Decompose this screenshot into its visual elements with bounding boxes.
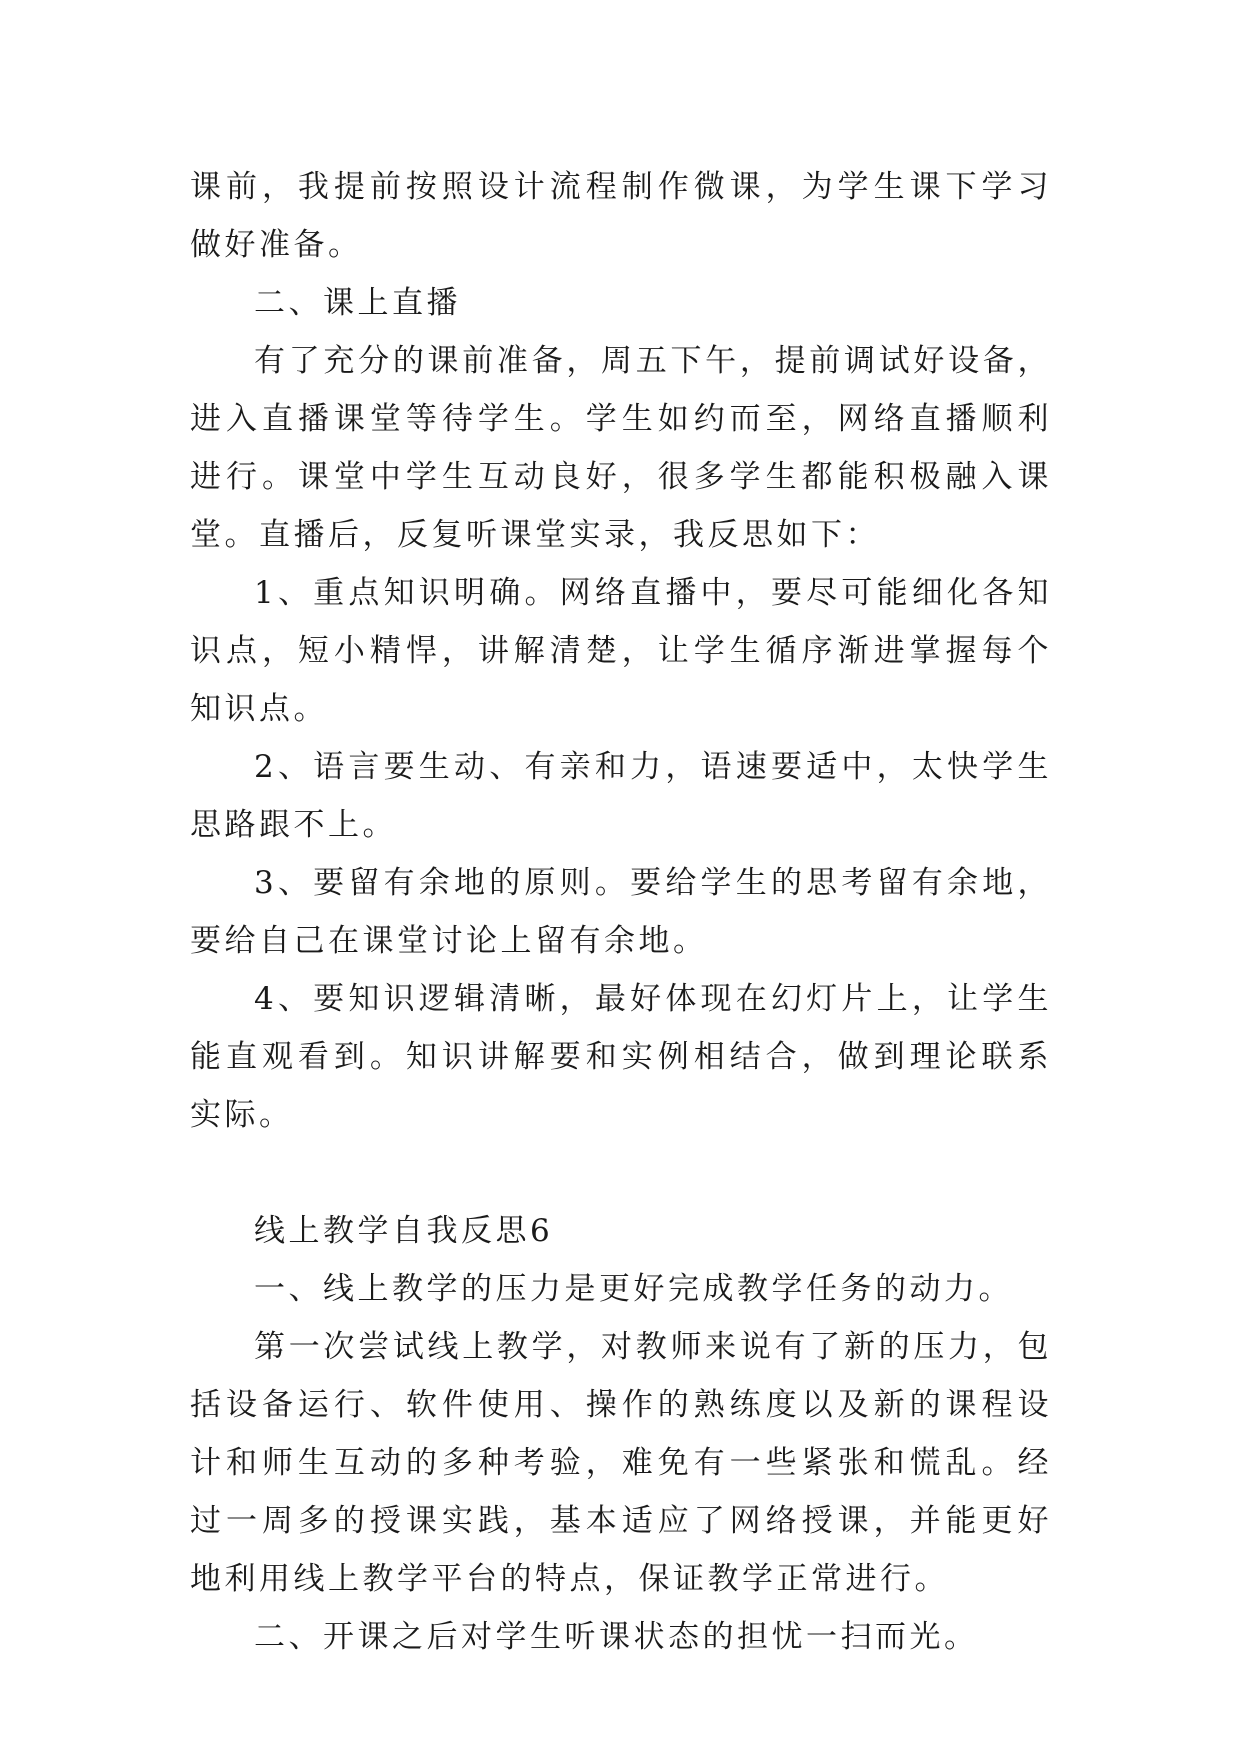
reflection-point-2: 2、语言要生动、有亲和力，语速要适中，太快学生思路跟不上。 — [190, 749, 1052, 843]
section-point-2: 二、开课之后对学生听课状态的担忧一扫而光。 — [254, 1619, 979, 1655]
section-paragraph-pressure: 第一次尝试线上教学，对教师来说有了新的压力，包括设备运行、软件使用、操作的熟练度以及新的课程设计和师生互动的多种考验，难免有一些紧张和慌乱。经过一周多的授课实践，基本适应了网络授课，并能更好地利用线上教学平台的特点，保证教学正常进行。 — [190, 1329, 1052, 1597]
paragraph-live-class: 有了充分的课前准备，周五下午，提前调试好设备，进入直播课堂等待学生。学生如约而至，网络直播顺利进行。课堂中学生互动良好，很多学生都能积极融入课堂。直播后，反复听课堂实录，我反思如下： — [190, 343, 1052, 553]
document-body — [190, 158, 1052, 1666]
paragraph-intro-continuation: 课前，我提前按照设计流程制作微课，为学生课下学习做好准备。 — [190, 169, 1052, 263]
reflection-point-3: 3、要留有余地的原则。要给学生的思考留有余地，要给自己在课堂讨论上留有余地。 — [190, 865, 1052, 959]
section-spacer — [190, 1144, 1052, 1202]
reflection-point-4: 4、要知识逻辑清晰，最好体现在幻灯片上，让学生能直观看到。知识讲解要和实例相结合，做到理论联系实际。 — [190, 981, 1052, 1133]
heading-live-class: 二、课上直播 — [254, 285, 461, 321]
reflection-point-1: 1、重点知识明确。网络直播中，要尽可能细化各知识点，短小精悍，讲解清楚，让学生循序渐进掌握每个知识点。 — [190, 575, 1052, 727]
section-title: 线上教学自我反思6 — [254, 1213, 554, 1249]
section-point-1: 一、线上教学的压力是更好完成教学任务的动力。 — [254, 1271, 1013, 1307]
